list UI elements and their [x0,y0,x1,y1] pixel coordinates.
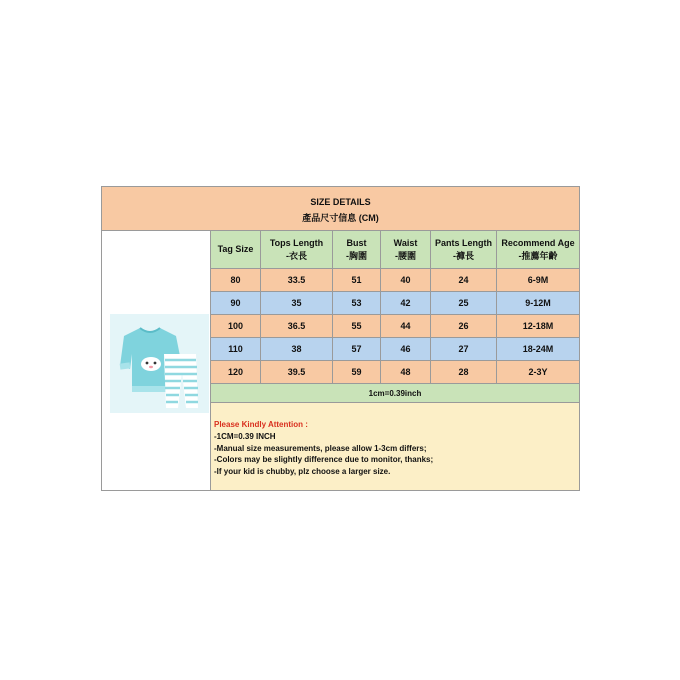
table-header-row [211,231,579,269]
column-header-label-zh: -胸圍 [346,250,367,261]
column-header-label-zh: -推薦年齡 [518,250,558,261]
attention-notes [211,403,579,490]
table-cell: 12-18M [522,320,554,331]
column-header-label: Recommend Age [501,237,575,248]
table-cell: 39.5 [261,361,333,383]
table-cell: 33.5 [261,269,333,291]
attention-line: -1CM=0.39 INCH [214,432,276,441]
attention-line: -Manual size measurements, please allow 1-3cm differs; [214,443,427,453]
column-header-tops-length [261,231,333,268]
conversion-note: 1cm=0.39inch [211,384,579,403]
size-details-title: SIZE DETAILS [310,197,371,207]
table-cell: 18-24M [522,343,554,354]
column-header-pants-length [431,231,497,268]
attention-line: -If your kid is chubby, plz choose a larger size. [214,466,391,476]
product-photo [110,314,209,413]
table-cell: 44 [381,315,431,337]
column-header-label-zh: -衣長 [286,250,307,261]
table-cell: 46 [381,338,431,360]
table-row [211,269,579,292]
table-cell: 48 [381,361,431,383]
column-header-bust [333,231,381,268]
table-cell: 100 [211,315,261,337]
column-header-label: Tops Length [269,237,324,248]
table-row [211,361,579,384]
table-cell: 53 [333,292,381,314]
column-header-label: Waist [393,237,418,248]
table-cell: 27 [431,338,497,360]
column-header-label: Tag Size [217,244,254,254]
table-cell: 80 [211,269,261,291]
size-chart [101,186,580,491]
column-header-tag-size [211,231,261,268]
table-cell: 57 [333,338,381,360]
table-cell: 59 [333,361,381,383]
table-cell: 6-9M [527,274,549,285]
product-image-panel [102,231,211,490]
table-cell: 90 [211,292,261,314]
table-row [211,292,579,315]
table-cell: 38 [261,338,333,360]
column-header-label-zh: -褲長 [453,250,474,261]
table-cell: 55 [333,315,381,337]
table-cell: 36.5 [261,315,333,337]
table-cell: 51 [333,269,381,291]
column-header-label: Bust [346,237,367,248]
size-details-header [102,187,579,231]
pajama-set-image [110,314,209,413]
attention-title: Please Kindly Attention : [214,420,308,429]
table-cell: 9-12M [525,297,551,308]
size-details-subtitle: 產品尺寸信息 (CM) [302,213,379,223]
table-cell: 40 [381,269,431,291]
table-cell: 26 [431,315,497,337]
table-cell: 35 [261,292,333,314]
column-header-label: Pants Length [434,237,492,248]
table-row [211,338,579,361]
column-header-recommend-age [497,231,579,268]
table-cell: 42 [381,292,431,314]
column-header-waist [381,231,431,268]
column-header-label-zh: -腰圍 [395,250,416,261]
table-cell: 28 [431,361,497,383]
table-cell: 25 [431,292,497,314]
table-cell: 2-3Y [528,366,548,377]
table-cell: 110 [211,338,261,360]
table-row [211,315,579,338]
table-cell: 24 [431,269,497,291]
table-cell: 120 [211,361,261,383]
attention-line: -Colors may be slightly difference due to monitor, thanks; [214,455,434,464]
